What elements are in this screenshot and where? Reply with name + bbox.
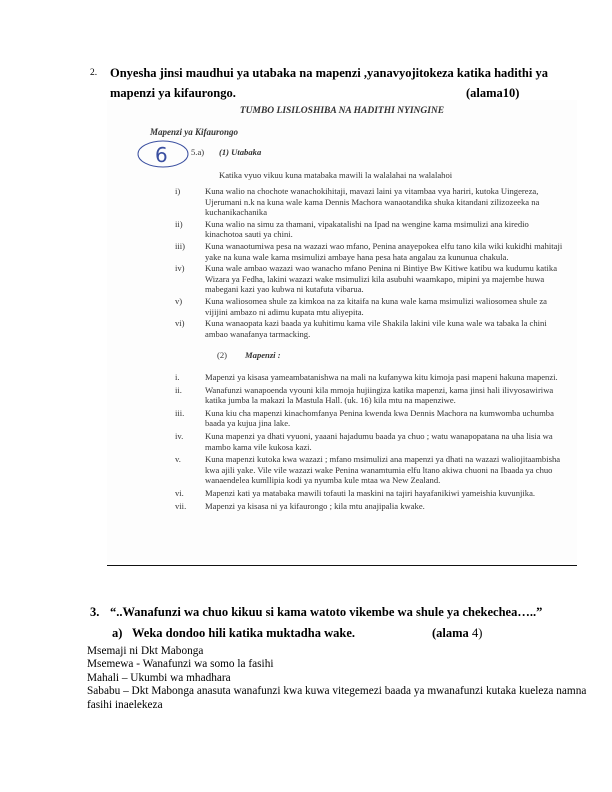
divider [107,565,577,566]
answer-line: Mahali – Ukumbi wa mhadhara [87,671,231,684]
score-circle-icon [135,138,193,170]
list-item [137,454,565,486]
section-number: 5.a) [191,147,205,157]
q3-number: 3. [90,605,100,619]
answers [87,645,587,712]
list-item [137,186,565,218]
item-text: Kuna mapenzi kutoka kwa wazazi ; mfano msimulizi ana mapenzi ya dhati na wazazi waliojitaambisha kwa ajili yake. Vile vile wazazi wake Penina wanamtumia elfu ltano akiwa chuoni na Ibaada ya chuo wanaendelea kumllipia kodi ya nyumba kule mtaa wa New Zealand. [205,454,561,486]
list-item [137,372,565,383]
item-number: vi. [175,487,184,498]
item-number: i) [175,186,181,196]
item-number: vii. [175,500,187,511]
item-text: Kuna kiu cha mapenzi kinachomfanya Penina kwenda kwa Dennis Machora na kumwomba uchumba baada ya kujua jina lake. [205,407,554,429]
list-item [137,219,565,240]
list-item [137,488,565,499]
q2-marks: (alama10) [466,86,520,100]
answer-line: Sababu – Dkt Mabonga anasuta wanafunzi kwa kuwa vitegemezi baada ya mwanafunzi kutaka kueleza namna fasihi inaelekeza [87,685,587,711]
item-number: i. [175,372,180,382]
part2-number: (2) [217,350,228,360]
item-number: vi) [175,318,185,329]
answer-line: Msemaji ni Dkt Mabonga [87,645,204,657]
item-text: Kuna mapenzi ya dhati vyuoni, yaaani hajadumu baada ya chuo ; watu wanapopatana na uha lisia wa mambo kama vile kukosa kazi. [205,430,553,452]
scanned-answer-image [107,100,577,562]
intro-text: Katika vyuo vikuu kuna matabaka mawili la walalahai na walalahoi [219,170,453,180]
item-text: Kuna wanaotumiwa pesa na wazazi wao mfano, Penina anayepokea elfu tano kila wiki kukidhi mahitaji yake na kuna wale kama msimulizi ambaye hana pesa hata angalau za kununua chakula. [205,240,563,262]
q3-marks-label: (alama [432,626,469,640]
utabaka-list [137,186,577,340]
q3-quote: “..Wanafunzi wa chuo kikuu si kama watoto vikembe wa shule ya chekechea…..” [110,605,543,619]
mapenzi-list [137,372,577,513]
part2-label: Mapenzi : [245,350,281,360]
item-text: Kuna walio na simu za thamani, vipakatalishi na Ipad na wengine kama msimulizi ana kiredio kinachotoa sauti ya chini. [205,218,529,240]
list-item [137,318,565,339]
item-text: Mapenzi ya kisasa ni ya kifaurongo ; kila mtu anajipalia kwake. [205,500,425,511]
q3-marks-num: 4) [471,626,483,640]
list-item [137,408,565,429]
q2-line2: mapenzi ya kifaurongo. [110,86,236,100]
q3-sub-text: Weka dondoo hili katika muktadha wake. [132,626,355,640]
answer-line: Msemewa - Wanafunzi wa somo la fasihi [87,658,274,671]
q3-sub: a) [112,626,123,640]
list-item [137,263,565,295]
list-item [137,501,565,512]
item-text: Kuna wanaopata kazi baada ya kuhitimu kama vile Shakila lakini vile kuna wale wa tabaka la chini ambao wanafanya tarmacking. [205,318,547,339]
score-mark: 6 [155,143,168,167]
item-text: Kuna walio na chochote wanachokihitaji, mavazi laini ya vitambaa vya hariri, kutoka Uingereza, Ujerumani n.k na kuna wale kama Dennis Machora wanaotandika shuka kitandani zilizozeeka na kuchanikachanika [205,186,540,218]
scan-title: TUMBO LISILOSHIBA NA HADITHI NYINGINE [239,106,445,116]
item-number: ii. [175,384,182,395]
item-text: Kuna waliosomea shule za kimkoa na za kitaifa na kuna wale kama msimulizi waliosomea shule za vijijini ambazo ni adimu kupata mtu aliyepita. [205,295,547,317]
item-number: iii. [175,407,185,418]
part1-label: (1) Utabaka [219,147,262,157]
scan-subtitle: Mapenzi ya Kifaurongo [150,127,239,137]
item-number: iii) [175,240,186,251]
item-text: Wanafunzi wanapoenda vyouni kila mmoja hujiingiza katika mapenzi, kama jinsi hali ilivyosawiriwa katika jumba la makazi la Mastula Hall. (uk. 16) kila mtu na mapenziwe. [205,384,554,406]
item-number: v. [175,454,181,465]
item-text: Mapenzi ya kisasa yameambatanishwa na mali na kufanywa kitu kimoja pasi mapeni hakuna mapenzi. [205,372,558,382]
item-number: ii) [175,218,183,229]
list-item [137,385,565,406]
list-item [137,431,565,452]
item-text: Kuna wale ambao wazazi wao wanacho mfano Penina ni Bintiye Bw Kitiwe katibu wa kudumu katika Wizara ya Fedha, lakini wazazi wake msimulizi kila asubuhi waamkapo, mipini ya majembe huwa mabegani kazi yao kubwa ni kutafuta vibarua. [205,263,558,295]
list-item [137,296,565,317]
q2-line1: Onyesha jinsi maudhui ya utabaka na mapenzi ,yanavyojitokeza katika hadithi ya [110,66,548,80]
item-text: Mapenzi kati ya matabaka mawili tofauti la maskini na tajiri hayafanikiwi yameishia kuvunjika. [205,487,536,498]
q2-number: 2. [90,68,98,78]
item-number: iv) [175,263,185,274]
list-item [137,241,565,262]
item-number: iv. [175,430,184,441]
item-number: v) [175,295,183,306]
q3-marks [432,626,482,641]
